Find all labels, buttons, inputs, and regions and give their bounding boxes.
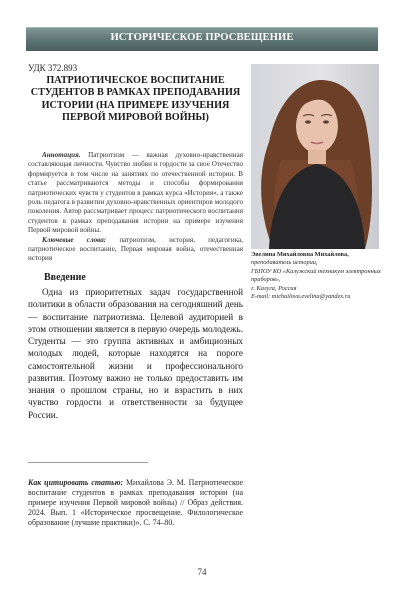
citation-label: Как цитировать статью: xyxy=(28,478,124,487)
citation-text: Михайлова Э. М. Патриотическое воспитание студентов в рамках преподавания истории (на примере изучения Первой мировой войны) // Образ действия. 2024. Вып. 1 «Историческое просвещение. Филологическое образование (лучшие практики)». С. 74–80. xyxy=(28,478,243,528)
section-title: ИСТОРИЧЕСКОЕ ПРОСВЕЩЕНИЕ xyxy=(110,32,294,43)
section-banner xyxy=(26,27,378,51)
abstract-text: Патриотизм — важная духовно-нравственная составляющая личности. Чувство любви и гордости за свое Отечество формируется в том числе на занятиях по отечественной истории. В статье рассматриваются методы и способы формирования патриотических чувств у студентов в рамках курса «История», а также роль педагога в развитии духовно-нравственных ориентиров молодого поколения. Автор рассматривает процесс патриотического воспитания студентов в рамках преподавания истории на примере изучения Первой мировой войны. xyxy=(28,151,243,235)
keywords-label: Ключевые слова: xyxy=(42,235,107,244)
intro-paragraph: Одна из приоритетных задач государственной политики в области образования на сегодняшний день — воспитание патриотизма. Целевой аудиторией в этом отношении является в первую очередь молодежь. Студенты — это группа активных и амбициозных молодых людей, которые находятся на пороге самостоятельной жизни и профессионального развития. Поэтому важно не только предоставить им знания о прошлом страны, но и взрастить в них чувство гордости и ответственности за будущее России. xyxy=(28,287,243,420)
article-title: ПАТРИОТИЧЕСКОЕ ВОСПИТАНИЕ СТУДЕНТОВ В РАМКАХ ПРЕПОДАВАНИЯ ИСТОРИИ (НА ПРИМЕРЕ ИЗУЧЕНИЯ ПЕРВОЙ МИРОВОЙ ВОЙНЫ) xyxy=(30,75,241,124)
keywords-paragraph xyxy=(28,236,243,264)
author-portrait-illustration xyxy=(251,64,379,249)
author-position: преподаватель истории, xyxy=(251,259,318,267)
page-number: 74 xyxy=(197,567,207,577)
intro-body xyxy=(28,286,243,421)
section-heading: Введение xyxy=(44,272,86,283)
citation-block xyxy=(28,478,243,528)
abstract-block xyxy=(28,151,243,264)
author-email[interactable]: E-mail: michailova.evelina@yandex.ru xyxy=(251,293,351,301)
keywords-text: патриотизм, история, педагогика, патриотическое воспитание, Первая мировая война, отечественная история xyxy=(28,235,243,263)
udk-code: УДК 372.893 xyxy=(28,63,78,73)
footnote-divider xyxy=(28,462,148,463)
abstract-label: Аннотация. xyxy=(42,151,81,159)
author-city: г. Калуга, Россия xyxy=(251,284,297,292)
author-info xyxy=(251,251,381,301)
abstract-paragraph xyxy=(28,151,243,236)
author-organization: ГБПОУ КО «Калужский техникум электронных приборов», xyxy=(251,267,381,284)
author-name: Эвелина Михайловна Михайлова, xyxy=(251,251,349,258)
author-photo xyxy=(251,64,379,249)
